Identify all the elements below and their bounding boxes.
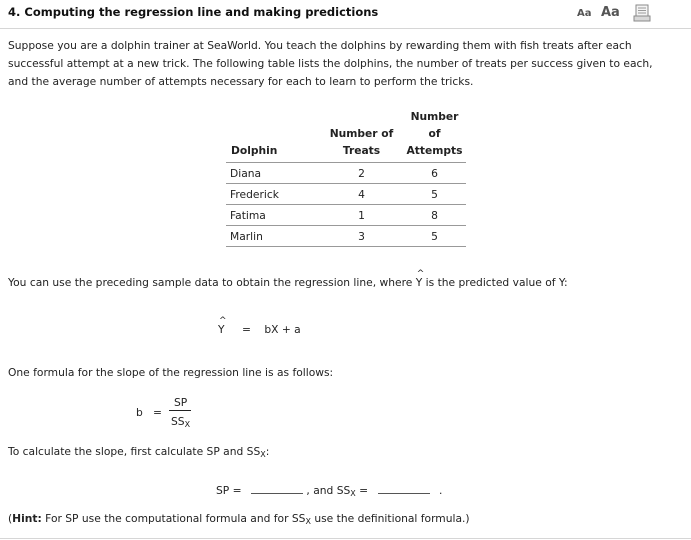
equation-equals: = — [241, 323, 251, 336]
bottom-divider — [0, 538, 691, 539]
treats-value: 2 — [320, 163, 403, 184]
dolphin-name: Frederick — [226, 184, 320, 205]
slope-b: b — [136, 406, 143, 419]
hint-text: (Hint: For SP use the computational formula and for $SS_X$ use the definitional formula.) — [8, 512, 470, 526]
attempts-header-line1: Number of — [410, 110, 459, 140]
sp-label: SP = — [216, 484, 242, 497]
table-row — [226, 226, 466, 247]
equation-rhs: bX + a — [264, 323, 301, 336]
slope-denominator: $SS_X$ — [171, 415, 191, 429]
header-divider — [0, 28, 691, 29]
table-row — [226, 205, 466, 226]
answer-line: SP = , and $SS_X$ = . — [216, 484, 443, 498]
table-header-row-1 — [226, 108, 466, 142]
attempts-value: 5 — [403, 184, 466, 205]
regression-sentence: You can use the preceding sample data to obtain the regression line, where ^ Y is the predicted value of Y: — [8, 276, 568, 289]
y-hat-symbol: ^ Y — [416, 276, 423, 289]
equation-lhs: ^ Y — [218, 323, 225, 336]
treats-header-line1: Number of — [329, 127, 394, 140]
dolphin-header: Dolphin — [226, 142, 320, 163]
dolphin-table — [226, 108, 466, 247]
calculate-instruction: To calculate the slope, first calculate SP and $SS_X$: — [8, 445, 270, 459]
table-header-row-2 — [226, 142, 466, 163]
intro-paragraph: Suppose you are a dolphin trainer at SeaWorld. You teach the dolphins by rewarding them with fish treats after each successful attempt at a new trick. The following table lists the dolphins, the number of treats per success given to each, and the average number of attempts necessary for each to learn to perform the tricks. — [8, 39, 653, 88]
attempts-header-line2: Attempts — [403, 142, 466, 163]
dolphin-name: Fatima — [226, 205, 320, 226]
font-size-small-button[interactable]: Aa — [577, 8, 592, 19]
treats-value: 4 — [320, 184, 403, 205]
question-number: 4. — [8, 5, 21, 19]
table-row — [226, 163, 466, 184]
regression-equation — [218, 323, 301, 336]
slope-numerator: SP — [174, 396, 188, 409]
ssx-answer-input[interactable] — [378, 483, 430, 494]
slope-equals: = — [153, 406, 162, 419]
question-title-text: Computing the regression line and making predictions — [24, 5, 379, 19]
treats-value: 3 — [320, 226, 403, 247]
attempts-value: 8 — [403, 205, 466, 226]
attempts-value: 6 — [403, 163, 466, 184]
attempts-value: 5 — [403, 226, 466, 247]
sp-answer-input[interactable] — [251, 483, 303, 494]
fraction-bar — [169, 410, 191, 411]
dolphin-name: Diana — [226, 163, 320, 184]
table-row — [226, 184, 466, 205]
hint-label: Hint: — [12, 512, 42, 525]
treats-header-line2: Treats — [320, 142, 403, 163]
slope-intro: One formula for the slope of the regression line is as follows: — [8, 366, 334, 379]
question-title — [8, 5, 378, 19]
dolphin-name: Marlin — [226, 226, 320, 247]
print-icon[interactable] — [633, 4, 651, 22]
font-size-large-button[interactable]: Aa — [601, 5, 620, 20]
treats-value: 1 — [320, 205, 403, 226]
